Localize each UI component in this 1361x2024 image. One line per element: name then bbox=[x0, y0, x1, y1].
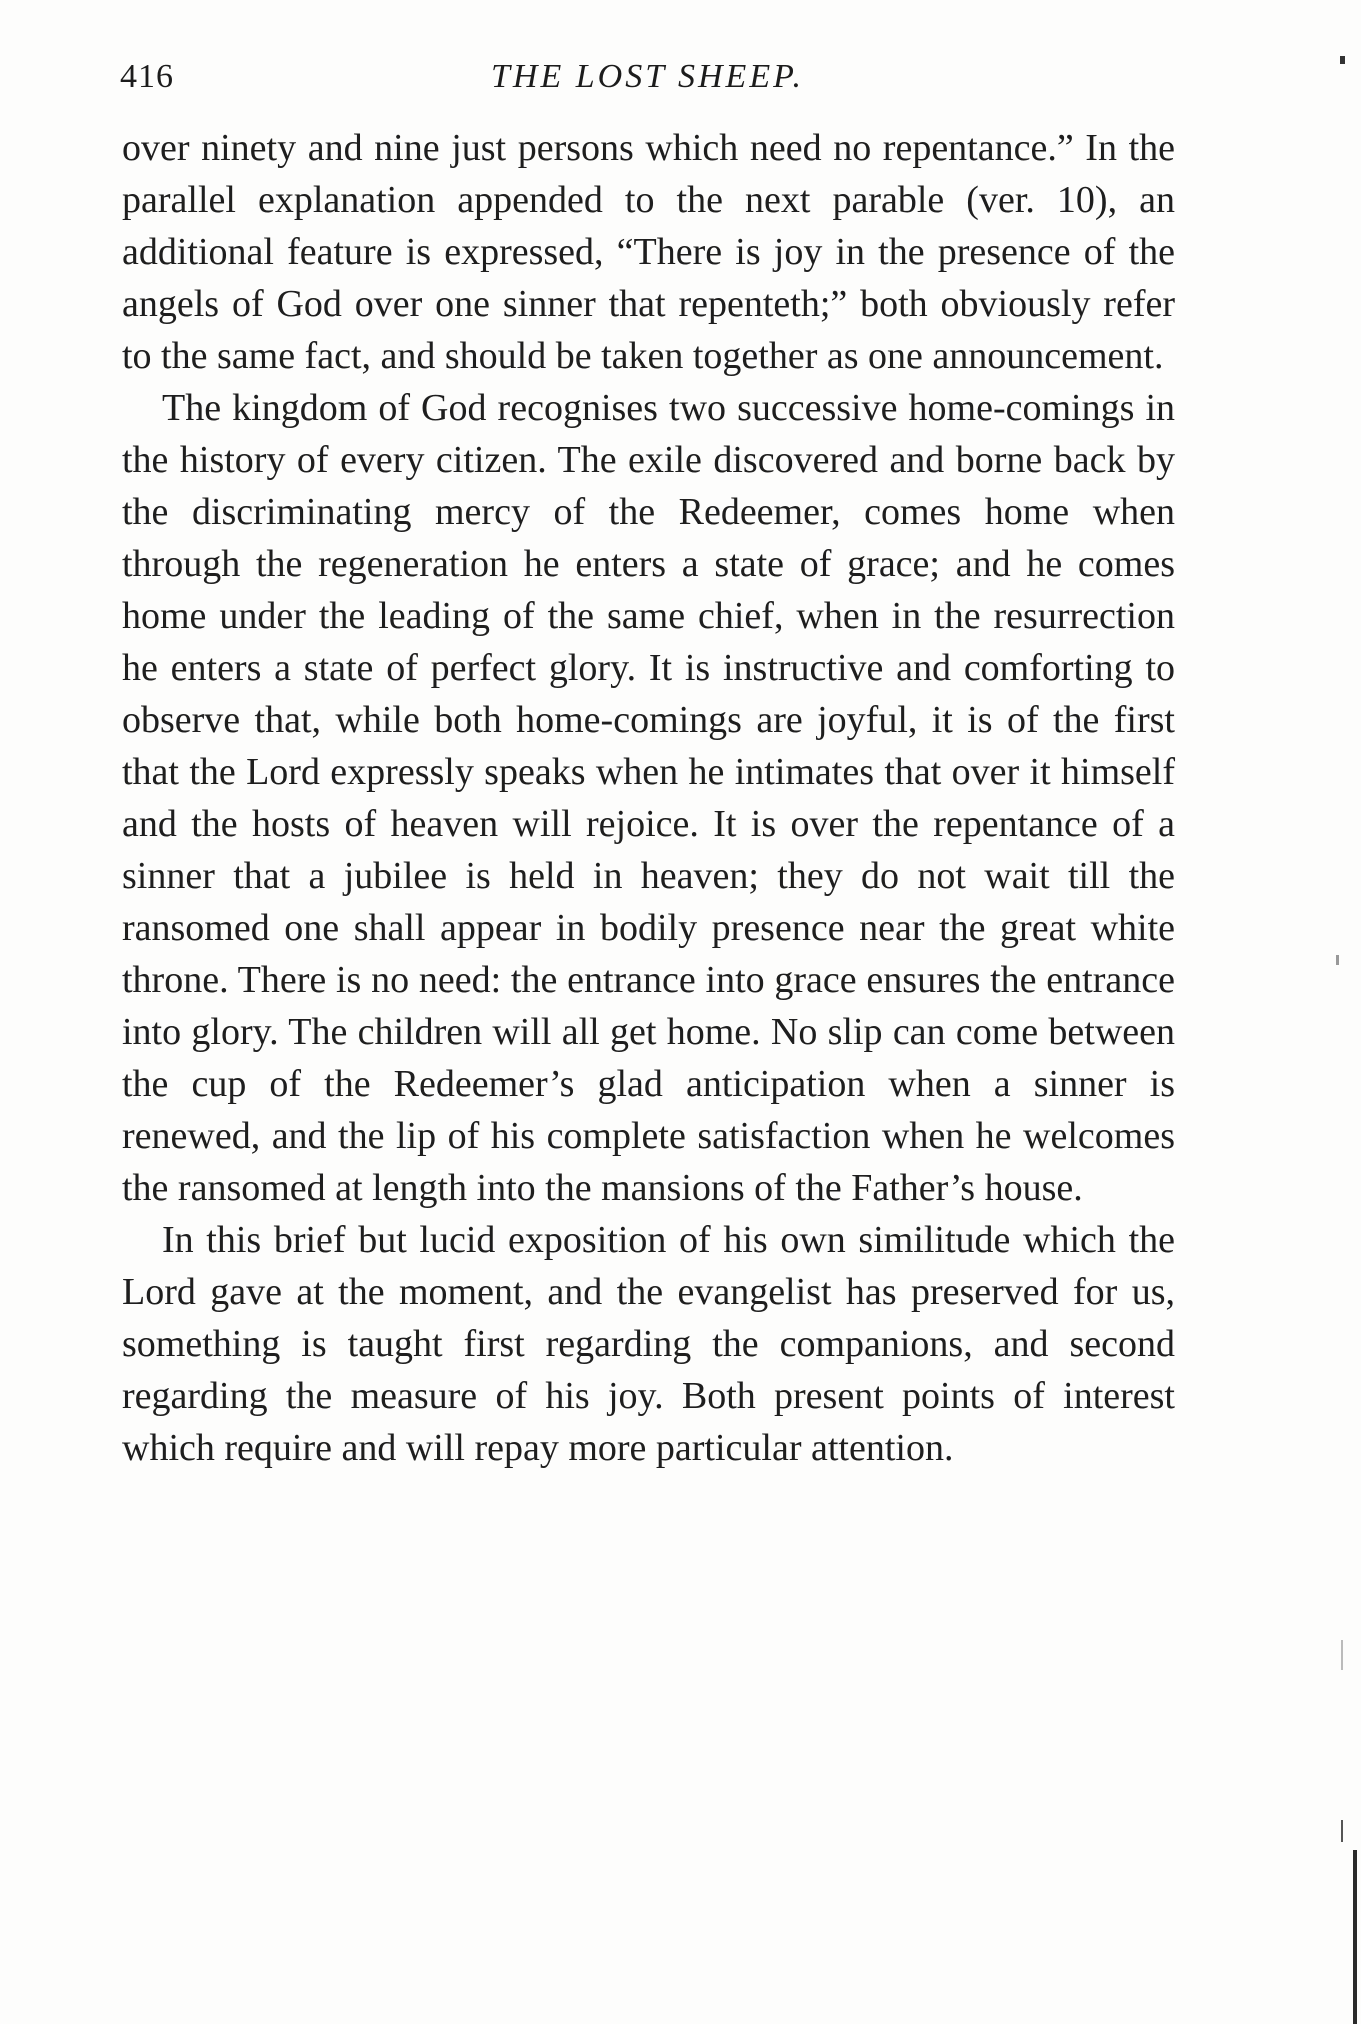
paragraph-home-comings: The kingdom of God recognises two successive home-comings in the history of every citizen. The exile discovered and borne back by the discriminating mercy of the Redeemer, comes home when through the regeneration he enters a state of grace; and he comes home under the leading of the same chief, when in the resurrection he enters a state of perfect glory. It is instructive and comforting to observe that, while both home-comings are joyful, it is of the first that the Lord expressly speaks when he intimates that over it himself and the hosts of heaven will rejoice. It is over the repentance of a sinner that a jubilee is held in heaven; they do not wait till the ransomed one shall appear in bodily presence near the great white throne. There is no need: the entrance into grace ensures the entrance into glory. The children will all get home. No slip can come between the cup of the Redeemer’s glad anticipation when a sinner is renewed, and the lip of his complete satisfaction when he welcomes the ransomed at length into the mansions of the Father’s house. bbox=[122, 387, 1175, 1209]
page-header bbox=[120, 52, 1175, 102]
scan-edge-mark bbox=[1340, 56, 1345, 64]
page-number: 416 bbox=[120, 58, 174, 95]
scan-edge-mark bbox=[1353, 1850, 1357, 2024]
scan-edge-mark bbox=[1341, 1820, 1343, 1842]
body-text bbox=[122, 122, 1175, 1474]
running-title: THE LOST SHEEP. bbox=[491, 58, 804, 95]
paragraph-exposition: In this brief but lucid exposition of his own similitude which the Lord gave at the moment, and the evangelist has preserved for us, something is taught first regarding the companions, and second regarding the measure of his joy. Both present points of interest which require and will repay more particular attention. bbox=[122, 1219, 1175, 1469]
scan-edge-mark bbox=[1336, 955, 1339, 965]
paragraph-continuation: over ninety and nine just persons which need no repentance.” In the parallel explanation appended to the next parable (ver. 10), an additional feature is expressed, “There is joy in the presence of the angels of God over one sinner that repenteth;” both obviously refer to the same fact, and should be taken together as one announcement. bbox=[122, 127, 1175, 377]
scan-edge-mark bbox=[1341, 1640, 1343, 1670]
